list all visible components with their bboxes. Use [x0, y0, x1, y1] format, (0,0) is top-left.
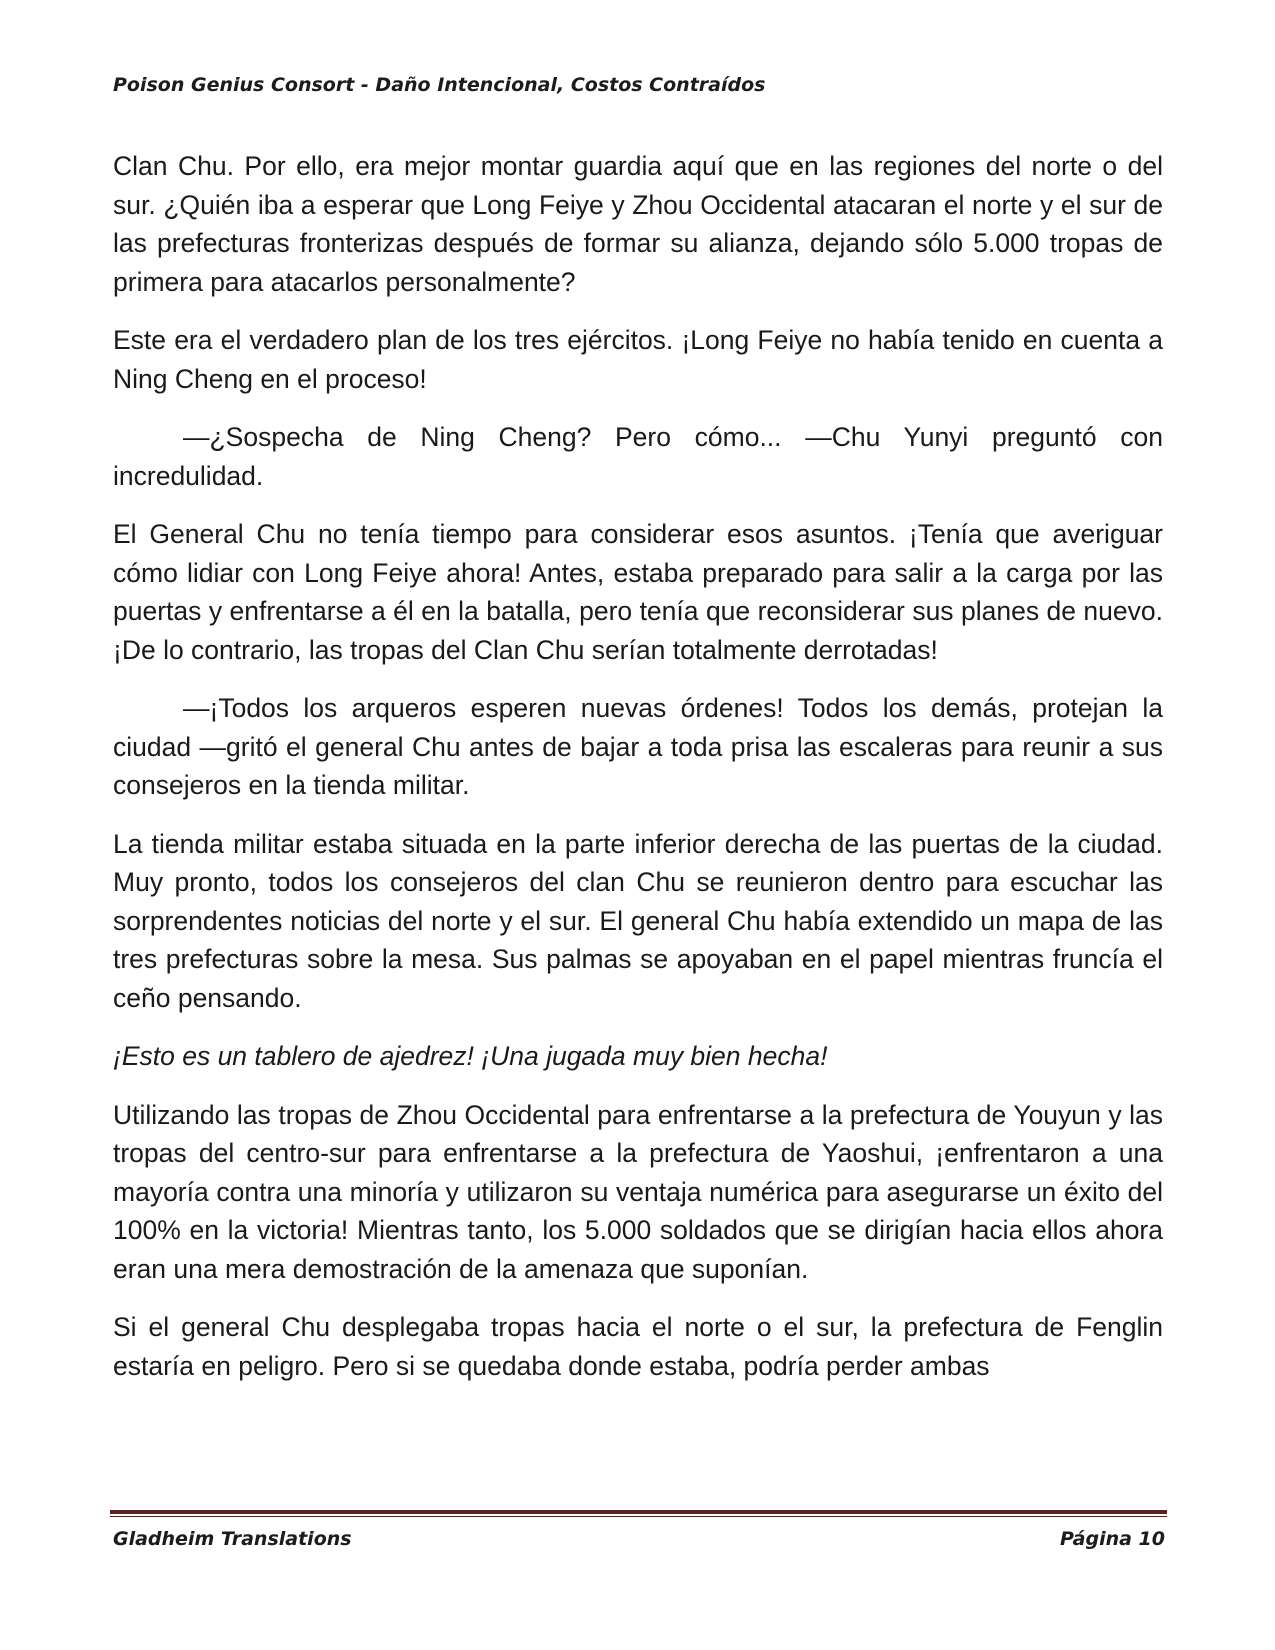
paragraph: Utilizando las tropas de Zhou Occidental para enfrentarse a la prefectura de Youyun y las tropas del centro-sur para enfrentarse a la prefectura de Yaoshui, ¡enfrentaron a una mayoría contra una minoría y utilizaron su ventaja numérica para asegurarse un éxito del 100% en la victoria! Mientras tanto, los 5.000 soldados que se dirigían hacia ellos ahora eran una mera demostración de la amenaza que suponían. [113, 1099, 1163, 1284]
paragraph: El General Chu no tenía tiempo para considerar esos asuntos. ¡Tenía que averiguar cómo lidiar con Long Feiye ahora! Antes, estaba preparado para salir a la carga por las puertas y enfrentarse a él en la batalla, pero tenía que reconsiderar sus planes de nuevo. ¡De lo contrario, las tropas del Clan Chu serían totalmente derrotadas! [113, 519, 1163, 665]
dialogue-paragraph: —¡Todos los arqueros esperen nuevas órdenes! Todos los demás, protejan la ciudad —gritó el general Chu antes de bajar a toda prisa las escaleras para reunir a sus consejeros en la tienda militar. [113, 693, 1163, 800]
paragraph: Si el general Chu desplegaba tropas hacia el norte o el sur, la prefectura de Fenglin estaría en peligro. Pero si se quedaba donde estaba, podría perder ambas [113, 1312, 1163, 1381]
footer-credit: Gladheim Translations [113, 1528, 352, 1550]
paragraph: Este era el verdadero plan de los tres ejércitos. ¡Long Feiye no había tenido en cuenta a Ning Cheng en el proceso! [113, 325, 1163, 394]
dialogue-paragraph: —¿Sospecha de Ning Cheng? Pero cómo... —Chu Yunyi preguntó con incredulidad. [113, 422, 1163, 491]
page-body [113, 147, 1163, 1385]
running-header: Poison Genius Consort - Daño Intencional, Costos Contraídos [113, 74, 766, 96]
paragraph: La tienda militar estaba situada en la parte inferior derecha de las puertas de la ciudad. Muy pronto, todos los consejeros del clan Chu se reunieron dentro para escuchar las sorprendentes noticias del norte y el sur. El general Chu había extendido un mapa de las tres prefecturas sobre la mesa. Sus palmas se apoyaban en el papel mientras fruncía el ceño pensando. [113, 828, 1163, 1013]
thought-paragraph: ¡Esto es un tablero de ajedrez! ¡Una jugada muy bien hecha! [113, 1041, 828, 1071]
page-number: Página 10 [1059, 1528, 1165, 1550]
footer-divider [110, 1510, 1167, 1517]
paragraph: Clan Chu. Por ello, era mejor montar guardia aquí que en las regiones del norte o del sur. ¿Quién iba a esperar que Long Feiye y Zhou Occidental atacaran el norte y el sur de las prefecturas fronterizas después de formar su alianza, dejando sólo 5.000 tropas de primera para atacarlos personalmente? [113, 151, 1163, 297]
